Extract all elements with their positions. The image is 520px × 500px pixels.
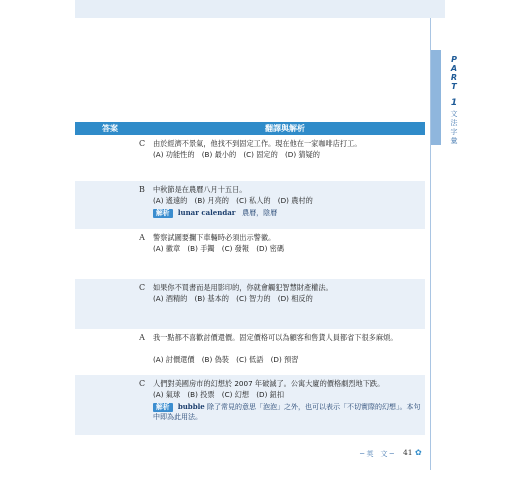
answer-row [75, 375, 425, 435]
analysis-text: 農曆，陰曆 [242, 209, 278, 217]
options-translation: (A) 遙遠的 (B) 月亮的 (C) 私人的 (D) 農村的 [153, 196, 313, 205]
part-tab-bar [431, 50, 441, 145]
chinese-translation: 如果你不買書而是用影印的，你就會觸犯智慧財產權法。 [153, 283, 333, 292]
answer-row [75, 229, 425, 279]
answer-letter: A [139, 333, 145, 342]
options-translation: (A) 徽章 (B) 手鐲 (C) 發報 (D) 密碼 [153, 244, 285, 253]
analysis-note [153, 402, 421, 422]
table-header [75, 122, 425, 135]
options-translation: (A) 酒精的 (B) 基本的 (C) 智力的 (D) 相反的 [153, 294, 313, 303]
analysis-badge: 解析 [153, 209, 173, 218]
options-translation: (A) 氣球 (B) 投票 (C) 幻想 (D) 鈕扣 [153, 390, 285, 399]
answer-row [75, 181, 425, 229]
answer-letter: C [138, 379, 146, 388]
footer-subject-label: ─ 英 文 ─ [360, 450, 394, 458]
answer-row [75, 279, 425, 329]
analysis-badge: 解析 [153, 403, 173, 412]
header-translation: 翻譯與解析 [265, 124, 305, 133]
chinese-translation: 我一點都不喜歡討價還價。固定價格可以為顧客和售貨人員都省下很多麻煩。 [153, 333, 398, 342]
flower-icon: ✿ [415, 448, 422, 457]
chinese-translation: 人們對美國房市的幻想於 2007 年破滅了。公寓大廈的價格劇烈地下跌。 [153, 379, 385, 388]
answer-letter: A [139, 233, 145, 242]
options-translation: (A) 討價還價 (B) 偽裝 (C) 低語 (D) 預習 [153, 355, 299, 364]
analysis-keyword: bubble [177, 402, 205, 411]
answer-row [75, 329, 425, 375]
analysis-keyword: lunar calendar [177, 208, 236, 217]
part-subtitle: 文 法 字 彙 [450, 110, 458, 145]
header-answer: 答案 [102, 124, 118, 133]
answer-row [75, 135, 425, 181]
analysis-note [153, 208, 421, 218]
top-color-band [75, 0, 445, 18]
answer-letter: C [138, 283, 146, 292]
answer-letter: C [138, 139, 146, 148]
analysis-text: 除了常見的意思「泡泡」之外，也可以表示「不切實際的幻想」。本句中即為此用法。 [153, 403, 421, 421]
chinese-translation: 中秋節是在農曆八月十五日。 [153, 185, 247, 194]
part-label: P A R T [450, 55, 458, 91]
answer-letter: B [139, 185, 145, 194]
chinese-translation: 由於經濟不景氣，他找不到固定工作。現在他在一家咖啡店打工。 [153, 139, 362, 148]
page-number: 41 [403, 448, 413, 457]
chinese-translation: 警察試圖要攔下車輛時必須出示警徽。 [153, 233, 276, 242]
options-translation: (A) 功能性的 (B) 最小的 (C) 固定的 (D) 猜疑的 [153, 150, 320, 159]
part-number: 1 [450, 98, 458, 108]
